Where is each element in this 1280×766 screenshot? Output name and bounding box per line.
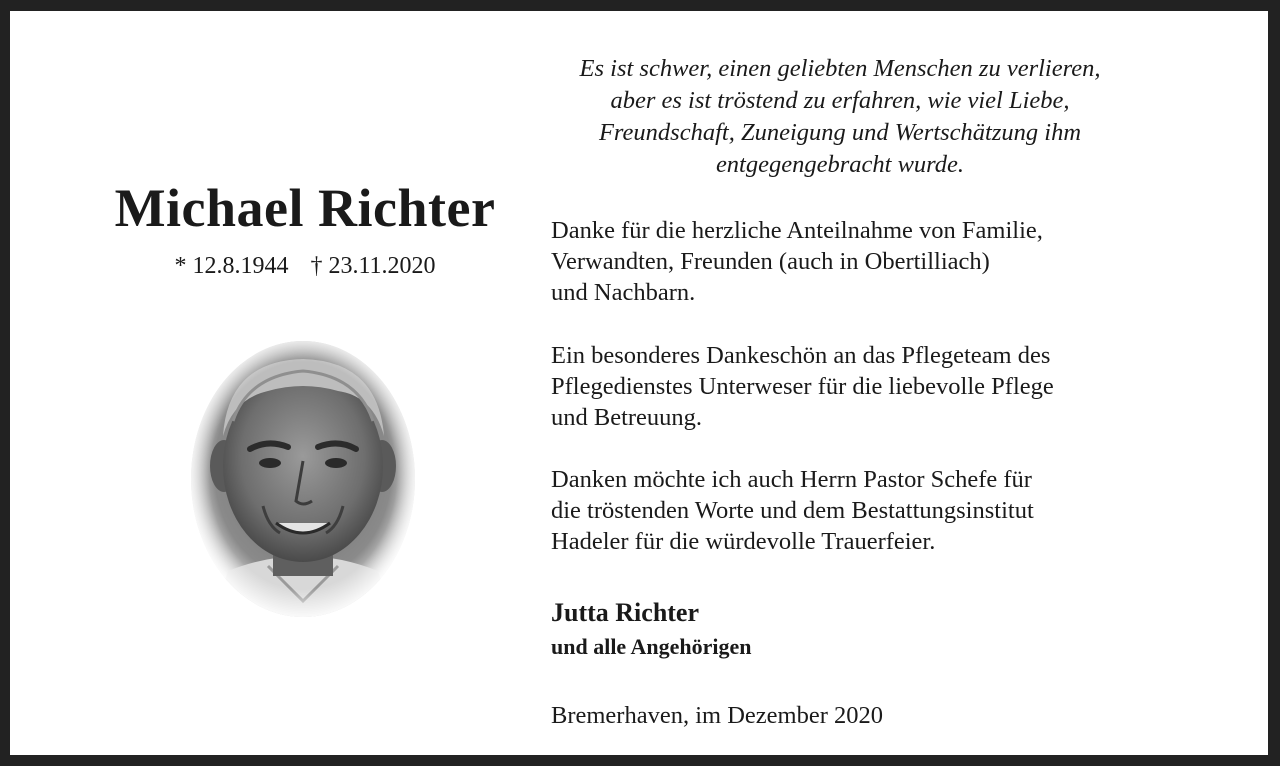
text-line: und Nachbarn. xyxy=(551,279,696,306)
text-line: Pflegedienstes Unterweser für die liebevolle Pflege xyxy=(551,373,1054,400)
text-line: und Betreuung. xyxy=(551,404,703,431)
life-dates xyxy=(70,251,540,281)
quote-line: Freundschaft, Zuneigung und Wertschätzung ihm xyxy=(598,119,1082,146)
signer-name: Jutta Richter xyxy=(551,598,700,627)
birth-date: * 12.8.1944 xyxy=(174,253,289,279)
quote-line: aber es ist tröstend zu erfahren, wie viel Liebe, xyxy=(610,87,1070,114)
text-line: Danken möchte ich auch Herrn Pastor Schefe für xyxy=(551,466,1032,493)
quote-line: entgegengebracht wurde. xyxy=(715,151,965,178)
text-line: Danke für die herzliche Anteilnahme von Familie, xyxy=(551,217,1043,244)
text-line: Verwandten, Freunden (auch in Obertilliach) xyxy=(551,248,990,275)
quote-line: Es ist schwer, einen geliebten Menschen zu verlieren, xyxy=(579,55,1101,82)
thanks-paragraph-care xyxy=(551,340,1191,433)
place-and-date: Bremerhaven, im Dezember 2020 xyxy=(551,702,883,729)
signer-relatives: und alle Angehörigen xyxy=(551,634,752,659)
thanks-paragraph-family xyxy=(551,215,1191,308)
text-line: Hadeler für die würdevolle Trauerfeier. xyxy=(551,528,936,555)
death-date: † 23.11.2020 xyxy=(310,253,436,279)
text-line: Ein besonderes Dankeschön an das Pflegeteam des xyxy=(551,342,1051,369)
portrait-icon xyxy=(188,341,418,621)
thanks-paragraph-pastor xyxy=(551,464,1191,557)
portrait-photo xyxy=(188,341,418,621)
text-line: die tröstenden Worte und dem Bestattungsinstitut xyxy=(551,497,1034,524)
memorial-quote xyxy=(540,53,1140,181)
deceased-name: Michael Richter xyxy=(114,178,496,238)
